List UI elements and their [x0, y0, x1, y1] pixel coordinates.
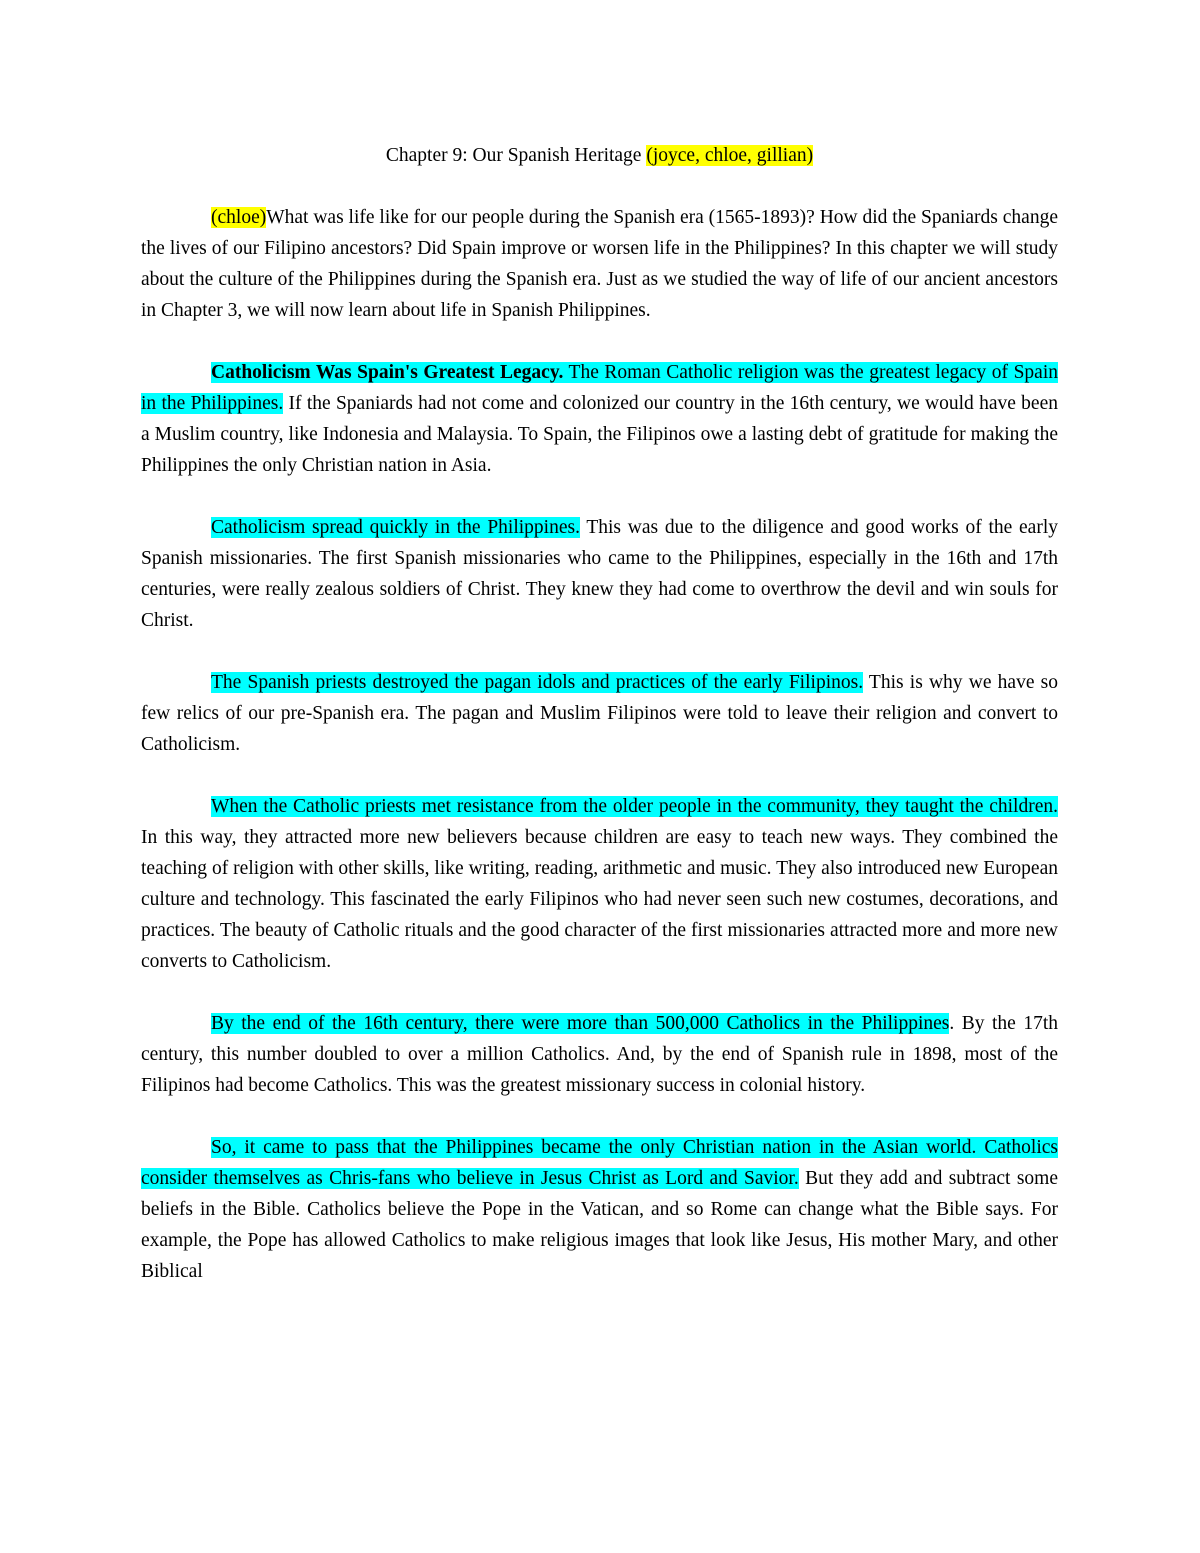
paragraph-intro	[141, 202, 1058, 326]
paragraph-pagan-idols-text: This is why we have so few relics of our pre-Spanish era. The pagan and Muslim Filipinos were told to leave their religion and convert to Catholicism.	[141, 672, 1058, 755]
author-label-highlight: (chloe)	[211, 207, 267, 228]
paragraph-catholicism-spread	[141, 512, 1058, 636]
paragraph-catholic-numbers	[141, 1008, 1058, 1101]
paragraph-catholicism-legacy	[141, 357, 1058, 481]
paragraph-taught-children-highlight: When the Catholic priests met resistance from the older people in the community, they taught the children.	[211, 796, 1058, 817]
paragraph-catholicism-spread-highlight: Catholicism spread quickly in the Philippines.	[211, 517, 580, 538]
section-heading-highlight: Catholicism Was Spain's Greatest Legacy.	[211, 362, 564, 383]
paragraph-catholic-numbers-text: . By the 17th century, this number doubled to over a million Catholics. And, by the end of Spanish rule in 1898, most of the Filipinos had become Catholics. This was the greatest missionary success in colonial history.	[141, 1013, 1059, 1096]
chapter-title-text: Chapter 9: Our Spanish Heritage	[385, 145, 647, 166]
paragraph-taught-children	[141, 791, 1058, 977]
paragraph-catholicism-legacy-highlight: The Roman Catholic religion was the greatest legacy of Spain in the Philippines.	[141, 362, 1058, 414]
chapter-authors-highlight: (joyce, chloe, gillian)	[646, 145, 814, 166]
paragraph-catholicism-spread-text: This was due to the diligence and good works of the early Spanish missionaries. The first Spanish missionaries who came to the Philippines, especially in the 16th and 17th centuries, were really zealous soldiers of Christ. They knew they had come to overthrow the devil and win souls for Christ.	[141, 517, 1058, 631]
paragraph-taught-children-text: In this way, they attracted more new believers because children are easy to teach new ways. They combined the teaching of religion with other skills, like writing, reading, arithmetic and music. They also introduced new European culture and technology. This fascinated the early Filipinos who had never seen such new costumes, decorations, and practices. The beauty of Catholic rituals and the good character of the first missionaries attracted more and more new converts to Catholicism.	[141, 827, 1058, 972]
paragraph-catholic-numbers-highlight: By the end of the 16th century, there were more than 500,000 Catholics in the Philippines	[211, 1013, 950, 1034]
paragraph-christian-nation-highlight: So, it came to pass that the Philippines became the only Christian nation in the Asian world. Catholics consider themselves as Chris-fans who believe in Jesus Christ as Lord and Savior.	[141, 1137, 1058, 1189]
paragraph-christian-nation-text: But they add and subtract some beliefs in the Bible. Catholics believe the Pope in the Vatican, and so Rome can change what the Bible says. For example, the Pope has allowed Catholics to make religious images that look like Jesus, His mother Mary, and other Biblical	[141, 1168, 1058, 1282]
paragraph-intro-text: What was life like for our people during the Spanish era (1565-1893)? How did the Spaniards change the lives of our Filipino ancestors? Did Spain improve or worsen life in the Philippines? In this chapter we will study about the culture of the Philippines during the Spanish era. Just as we studied the way of life of our ancient ancestors in Chapter 3, we will now learn about life in Spanish Philippines.	[141, 207, 1058, 321]
chapter-title	[141, 140, 1058, 171]
paragraph-pagan-idols	[141, 667, 1058, 760]
paragraph-christian-nation	[141, 1132, 1058, 1287]
document-page	[141, 140, 1058, 1318]
paragraph-catholicism-legacy-text: If the Spaniards had not come and colonized our country in the 16th century, we would have been a Muslim country, like Indonesia and Malaysia. To Spain, the Filipinos owe a lasting debt of gratitude for making the Philippines the only Christian nation in Asia.	[141, 393, 1058, 476]
paragraph-pagan-idols-highlight: The Spanish priests destroyed the pagan idols and practices of the early Filipinos.	[211, 672, 864, 693]
